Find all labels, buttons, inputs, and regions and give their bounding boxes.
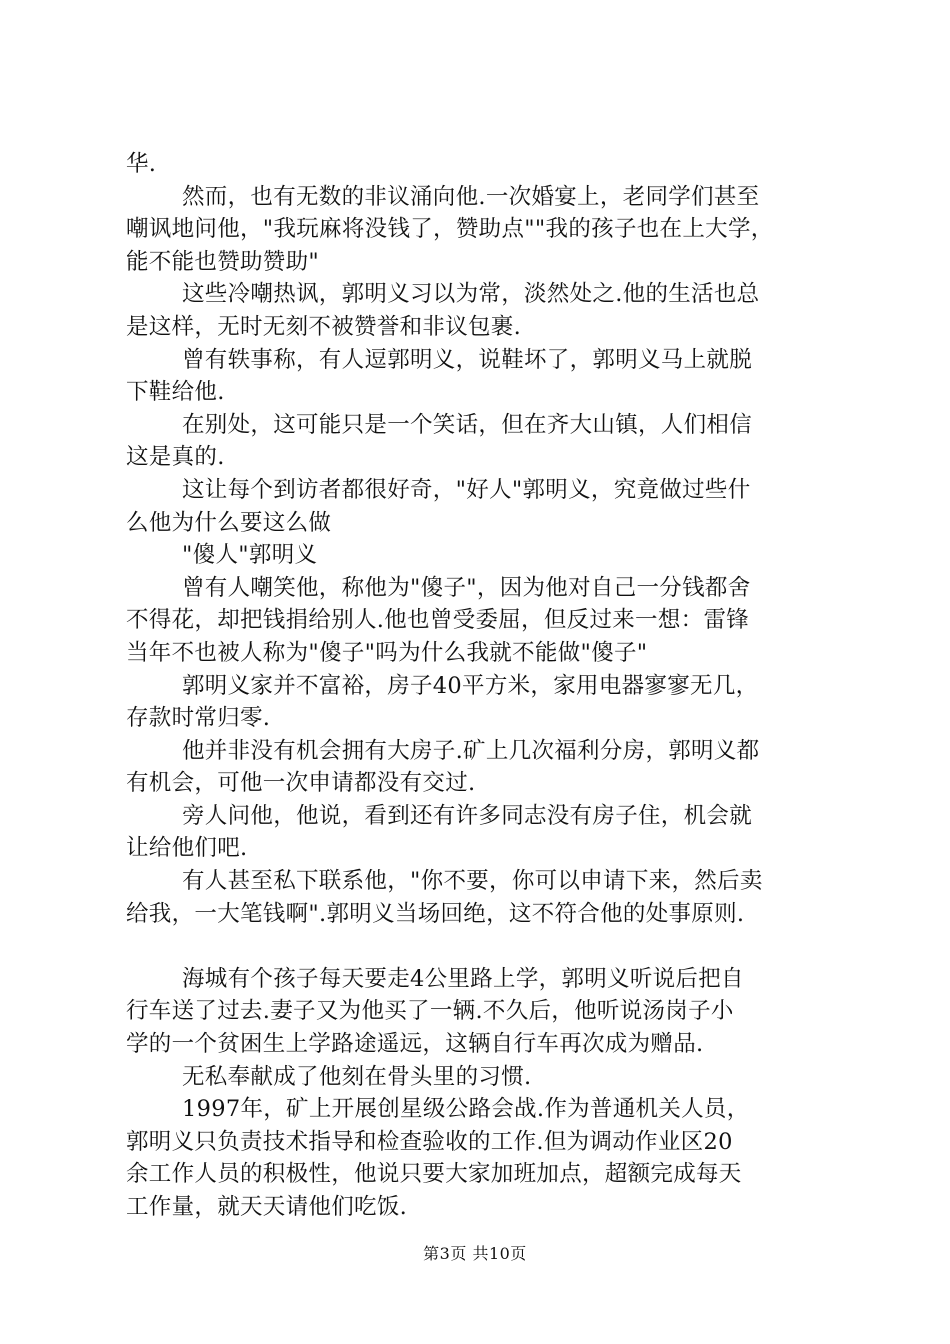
text-line: 能不能也赞助赞助" [126,248,320,275]
blank-line [126,930,836,963]
text-line: 无私奉献成了他刻在骨头里的习惯. [182,1063,532,1090]
text-line: 存款时常归零. [126,705,271,732]
text-line: 不得花，却把钱捐给别人.他也曾受委屈，但反过来一想：雷锋 [126,607,750,634]
text-line: 么他为什么要这么做 [126,509,332,536]
text-line: 让给他们吧. [126,835,248,862]
text-line: 曾有人嘲笑他，称他为"傻子"，因为他对自己一分钱都舍 [182,574,751,601]
text-line: 华. [126,151,157,177]
text-line: 下鞋给他. [126,379,225,406]
text-line: 海城有个孩子每天要走4公里路上学，郭明义听说后把自 [182,965,744,992]
document-body [126,148,836,1224]
text-line: "傻人"郭明义 [182,542,318,569]
text-line: 然而，也有无数的非议涌向他.一次婚宴上，老同学们甚至 [182,183,760,210]
text-line: 工作量，就天天请他们吃饭. [126,1194,408,1220]
page-footer: 第3页 共10页 [423,1244,527,1263]
text-line: 是这样，无时无刻不被赞誉和非议包裹. [126,313,522,340]
text-line: 这些冷嘲热讽，郭明义习以为常，淡然处之.他的生活也总 [182,281,760,308]
text-line: 余工作人员的积极性，他说只要大家加班加点，超额完成每天 [126,1161,742,1188]
text-line: 曾有轶事称，有人逗郭明义，说鞋坏了，郭明义马上就脱 [182,346,753,373]
text-line: 有人甚至私下联系他，"你不要，你可以申请下来，然后卖 [182,868,763,895]
body-text [126,148,836,1224]
text-line: 1997年，矿上开展创星级公路会战.作为普通机关人员， [182,1096,750,1123]
text-line: 他并非没有机会拥有大房子.矿上几次福利分房，郭明义都 [182,737,760,764]
text-line: 这是真的. [126,444,225,471]
text-line: 这让每个到访者都很好奇，"好人"郭明义，究竟做过些什 [182,476,751,503]
text-line: 旁人问他，他说，看到还有许多同志没有房子住，机会就 [182,802,753,829]
text-line: 郭明义只负责技术指导和检查验收的工作.但为调动作业区20 [126,1128,733,1155]
text-line: 行车送了过去.妻子又为他买了一辆.不久后，他听说汤岗子小 [126,998,734,1025]
text-line: 嘲讽地问他，"我玩麻将没钱了，赞助点""我的孩子也在上大学， [126,216,774,243]
text-line: 学的一个贫困生上学路途遥远，这辆自行车再次成为赠品. [126,1031,704,1058]
text-line: 在别处，这可能只是一个笑话，但在齐大山镇，人们相信 [182,411,753,438]
text-line: 给我，一大笔钱啊".郭明义当场回绝，这不符合他的处事原则. [126,900,745,927]
text-line: 郭明义家并不富裕，房子40平方米，家用电器寥寥无几， [182,672,759,699]
text-line: 当年不也被人称为"傻子"吗为什么我就不能做"傻子" [126,639,648,666]
text-line: 有机会，可他一次申请都没有交过. [126,770,476,797]
